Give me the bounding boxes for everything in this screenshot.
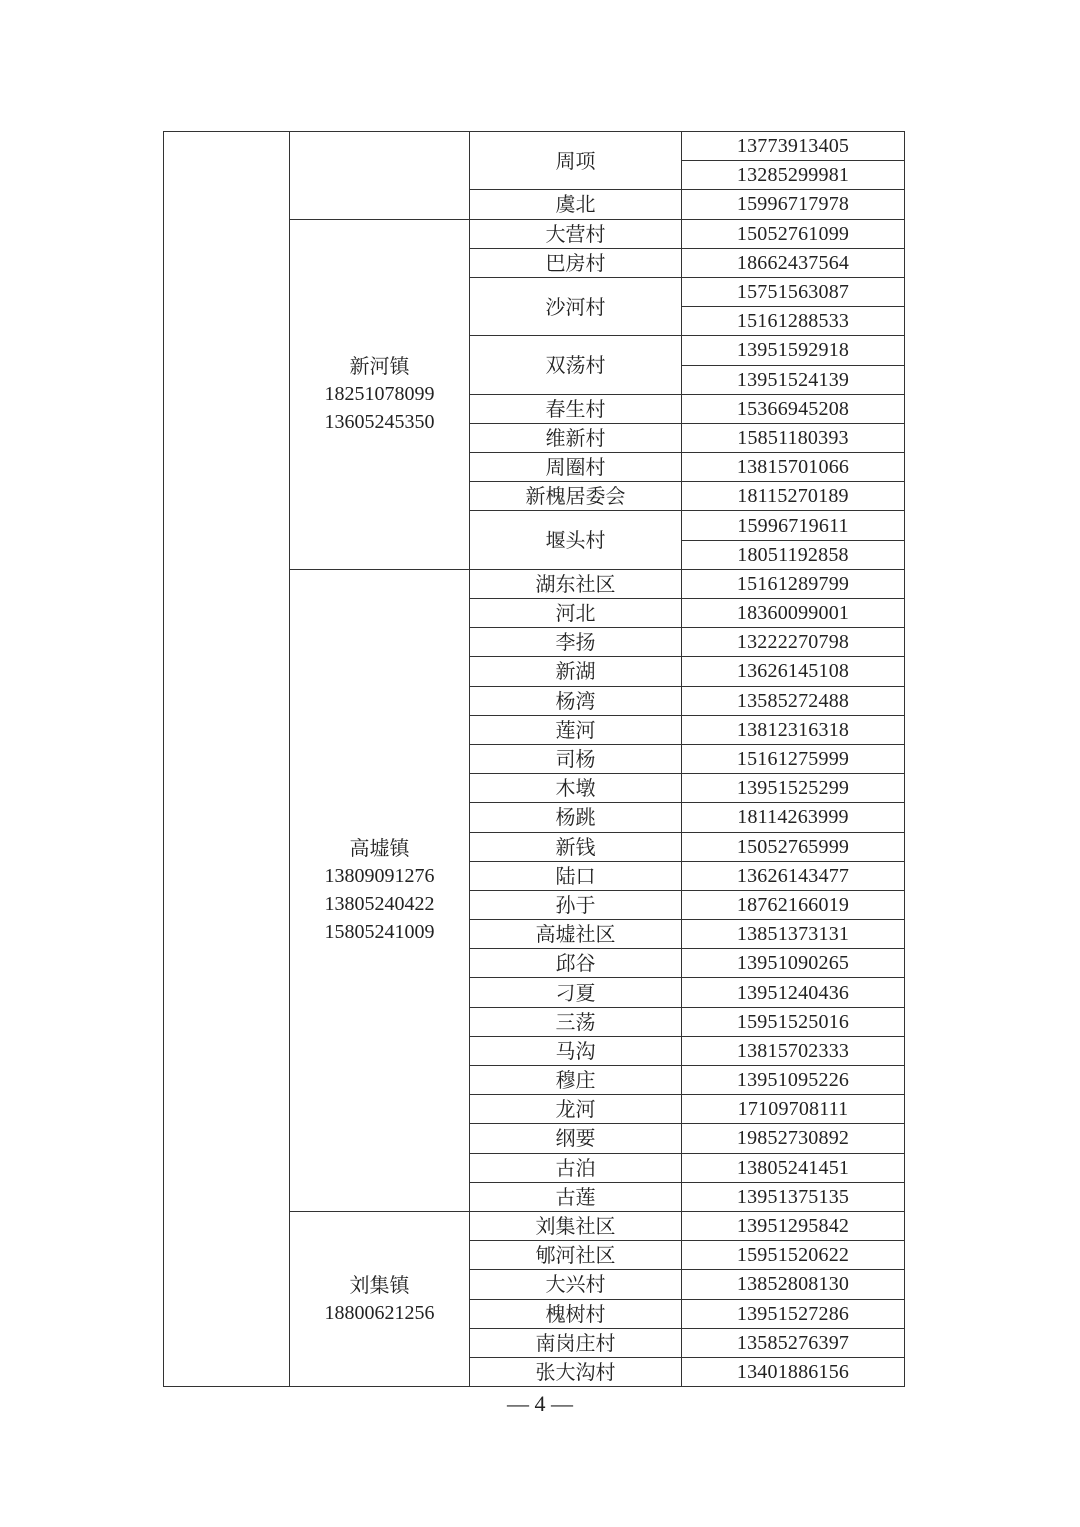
- village-name-cell: 堰头村: [470, 511, 682, 569]
- village-phone-cell: 13951527286: [682, 1299, 905, 1328]
- village-phone-cell: 15951520622: [682, 1241, 905, 1270]
- village-name-cell: 张大沟村: [470, 1357, 682, 1386]
- village-name-cell: 刁夏: [470, 978, 682, 1007]
- town-name: 高墟镇: [349, 836, 410, 861]
- village-phone-cell: 18360099001: [682, 599, 905, 628]
- village-name-cell: 维新村: [470, 423, 682, 452]
- village-name-cell: 马沟: [470, 1036, 682, 1065]
- village-phone-cell: 13951525299: [682, 774, 905, 803]
- village-name-cell: 郇河社区: [470, 1241, 682, 1270]
- village-phone-cell: 15996719611: [682, 511, 905, 540]
- village-phone-cell: 13951095226: [682, 1066, 905, 1095]
- village-phone-cell: 13585272488: [682, 686, 905, 715]
- category-cell: [164, 132, 290, 1387]
- village-phone-cell: 18115270189: [682, 482, 905, 511]
- town-name: 新河镇: [349, 354, 410, 379]
- village-phone-cell: 13805241451: [682, 1153, 905, 1182]
- village-name-cell: 龙河: [470, 1095, 682, 1124]
- village-phone-cell: 13626143477: [682, 861, 905, 890]
- village-phone-cell: 15996717978: [682, 190, 905, 219]
- village-name-cell: 周圈村: [470, 453, 682, 482]
- village-phone-cell: 13951592918: [682, 336, 905, 365]
- village-phone-cell: 15052761099: [682, 219, 905, 248]
- contact-table: [163, 131, 905, 1387]
- town-name: 刘集镇: [349, 1273, 410, 1297]
- village-name-cell: 双荡村: [470, 336, 682, 394]
- village-phone-cell: 13222270798: [682, 628, 905, 657]
- village-name-cell: 刘集社区: [470, 1211, 682, 1240]
- village-phone-cell: 19852730892: [682, 1124, 905, 1153]
- town-phone: 13805240422: [324, 893, 435, 916]
- village-name-cell: 新湖: [470, 657, 682, 686]
- village-phone-cell: 13951524139: [682, 365, 905, 394]
- village-phone-cell: 18762166019: [682, 890, 905, 919]
- village-phone-cell: 13815702333: [682, 1036, 905, 1065]
- village-phone-cell: 18114263999: [682, 803, 905, 832]
- village-name-cell: 新钱: [470, 832, 682, 861]
- village-phone-cell: 13401886156: [682, 1357, 905, 1386]
- town-cell: [290, 1211, 470, 1386]
- village-name-cell: 纲要: [470, 1124, 682, 1153]
- village-phone-cell: 13951375135: [682, 1182, 905, 1211]
- village-phone-cell: 13626145108: [682, 657, 905, 686]
- village-name-cell: 陆口: [470, 861, 682, 890]
- town-phone: 13809091276: [324, 865, 435, 888]
- village-name-cell: 周项: [470, 132, 682, 190]
- town-cell: [290, 569, 470, 1211]
- village-phone-cell: 15366945208: [682, 394, 905, 423]
- village-phone-cell: 18051192858: [682, 540, 905, 569]
- village-name-cell: 大营村: [470, 219, 682, 248]
- village-phone-cell: 13585276397: [682, 1328, 905, 1357]
- town-phone: 18800621256: [324, 1302, 435, 1324]
- village-phone-cell: 15951525016: [682, 1007, 905, 1036]
- village-phone-cell: 15851180393: [682, 423, 905, 452]
- village-name-cell: 高墟社区: [470, 920, 682, 949]
- village-phone-cell: 15751563087: [682, 277, 905, 306]
- village-name-cell: 司杨: [470, 744, 682, 773]
- village-phone-cell: 13812316318: [682, 715, 905, 744]
- village-name-cell: 邱谷: [470, 949, 682, 978]
- village-name-cell: 杨跳: [470, 803, 682, 832]
- town-phone: 13605245350: [324, 411, 435, 434]
- village-phone-cell: 13815701066: [682, 453, 905, 482]
- village-name-cell: 湖东社区: [470, 569, 682, 598]
- page-number: — 4 —: [507, 1391, 573, 1416]
- village-name-cell: 新槐居委会: [470, 482, 682, 511]
- village-name-cell: 古莲: [470, 1182, 682, 1211]
- village-name-cell: 沙河村: [470, 277, 682, 335]
- village-name-cell: 杨湾: [470, 686, 682, 715]
- village-phone-cell: 15161288533: [682, 307, 905, 336]
- town-cell: [290, 132, 470, 220]
- village-name-cell: 春生村: [470, 394, 682, 423]
- village-phone-cell: 13285299981: [682, 161, 905, 190]
- village-name-cell: 莲河: [470, 715, 682, 744]
- village-phone-cell: 15161275999: [682, 744, 905, 773]
- table-body: [164, 132, 905, 1387]
- village-phone-cell: 17109708111: [682, 1095, 905, 1124]
- village-name-cell: 李扬: [470, 628, 682, 657]
- village-name-cell: 巴房村: [470, 248, 682, 277]
- town-phone: 15805241009: [324, 921, 435, 944]
- table-row: [164, 132, 905, 161]
- village-name-cell: 三荡: [470, 1007, 682, 1036]
- town-phone: 18251078099: [324, 383, 435, 406]
- village-name-cell: 槐树村: [470, 1299, 682, 1328]
- village-phone-cell: 13851373131: [682, 920, 905, 949]
- village-phone-cell: 13951090265: [682, 949, 905, 978]
- village-phone-cell: 13951295842: [682, 1211, 905, 1240]
- village-name-cell: 南岗庄村: [470, 1328, 682, 1357]
- village-phone-cell: 18662437564: [682, 248, 905, 277]
- village-name-cell: 大兴村: [470, 1270, 682, 1299]
- village-name-cell: 木墩: [470, 774, 682, 803]
- village-name-cell: 虞北: [470, 190, 682, 219]
- village-phone-cell: 13773913405: [682, 132, 905, 161]
- village-name-cell: 河北: [470, 599, 682, 628]
- village-phone-cell: 15052765999: [682, 832, 905, 861]
- village-phone-cell: 13951240436: [682, 978, 905, 1007]
- town-cell: [290, 219, 470, 569]
- village-name-cell: 孙于: [470, 890, 682, 919]
- village-phone-cell: 13852808130: [682, 1270, 905, 1299]
- village-name-cell: 穆庄: [470, 1066, 682, 1095]
- village-name-cell: 古泊: [470, 1153, 682, 1182]
- village-phone-cell: 15161289799: [682, 569, 905, 598]
